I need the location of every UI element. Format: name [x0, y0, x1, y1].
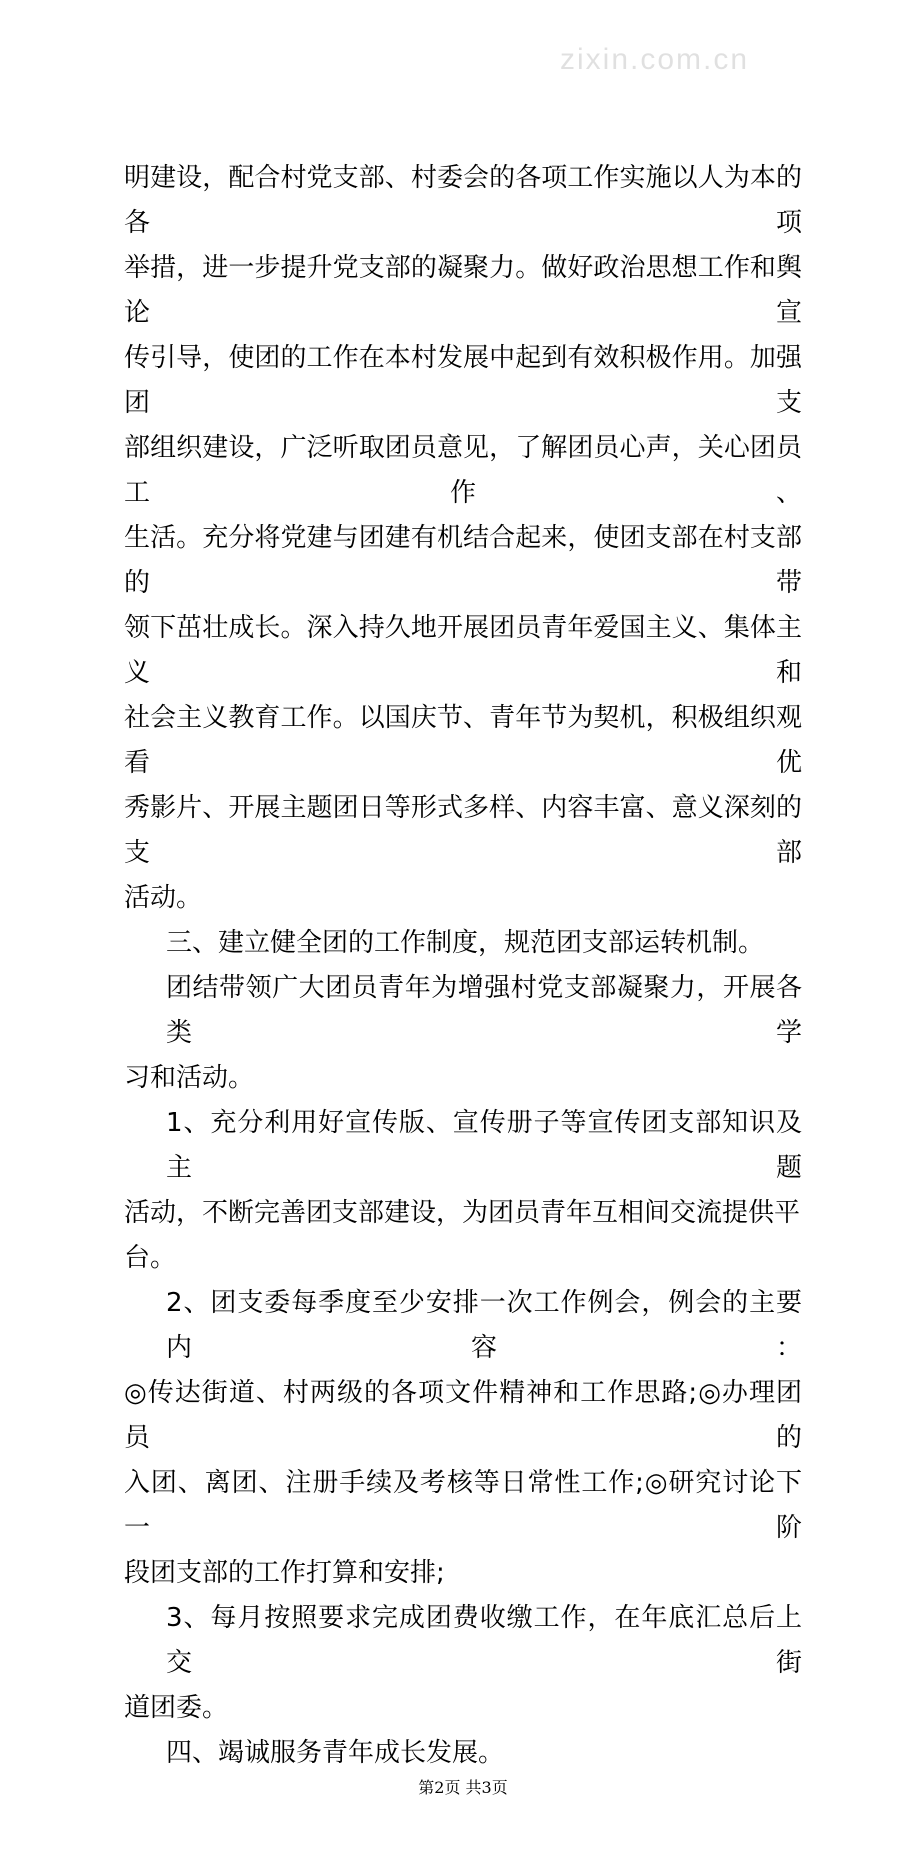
text-line: 活动，不断完善团支部建设，为团员青年互相间交流提供平台。	[124, 1198, 801, 1273]
text-line: 段团支部的工作打算和安排;	[124, 1558, 445, 1588]
text-line: 三、建立健全团的工作制度，规范团支部运转机制。	[166, 928, 765, 958]
text-line: 3、每月按照要求完成团费收缴工作，在年底汇总后上交街	[166, 1603, 802, 1678]
paragraph	[124, 1596, 802, 1731]
text-line: 四、竭诚服务青年成长发展。	[166, 1738, 505, 1768]
paragraph	[124, 966, 802, 1101]
text-line: 活动。	[124, 883, 203, 913]
text-line: 习和活动。	[124, 1063, 255, 1093]
paragraph	[124, 1281, 802, 1596]
text-line: 道团委。	[124, 1693, 229, 1723]
text-line: 领下茁壮成长。深入持久地开展团员青年爱国主义、集体主义和	[124, 613, 802, 688]
text-line: 秀影片、开展主题团日等形式多样、内容丰富、意义深刻的支部	[124, 793, 802, 868]
text-line: 部组织建设，广泛听取团员意见，了解团员心声，关心团员工作、	[124, 433, 802, 508]
text-line: 2、团支委每季度至少安排一次工作例会，例会的主要内容：	[166, 1288, 802, 1363]
text-line: 团结带领广大团员青年为增强村党支部凝聚力，开展各类学	[166, 973, 802, 1048]
paragraph	[124, 1731, 802, 1776]
text-line: 社会主义教育工作。以国庆节、青年节为契机，积极组织观看优	[124, 703, 802, 778]
paragraph	[124, 1101, 802, 1281]
text-line: 举措，进一步提升党支部的凝聚力。做好政治思想工作和舆论宣	[124, 253, 802, 328]
paragraph	[124, 156, 802, 921]
paragraph	[124, 921, 802, 966]
text-line: 入团、离团、注册手续及考核等日常性工作;◎研究讨论下一阶	[124, 1468, 802, 1543]
document-body	[124, 156, 802, 1776]
text-line: ◎传达街道、村两级的各项文件精神和工作思路;◎办理团员的	[124, 1378, 802, 1453]
text-line: 生活。充分将党建与团建有机结合起来，使团支部在村支部的带	[124, 523, 802, 598]
text-line: 传引导，使团的工作在本村发展中起到有效积极作用。加强团支	[124, 343, 802, 418]
watermark: zixin.com.cn	[560, 43, 750, 76]
text-line: 明建设，配合村党支部、村委会的各项工作实施以人为本的各项	[124, 163, 802, 238]
page-footer: 第2页 共3页	[418, 1778, 508, 1797]
text-line: 1、充分利用好宣传版、宣传册子等宣传团支部知识及主题	[166, 1108, 802, 1183]
